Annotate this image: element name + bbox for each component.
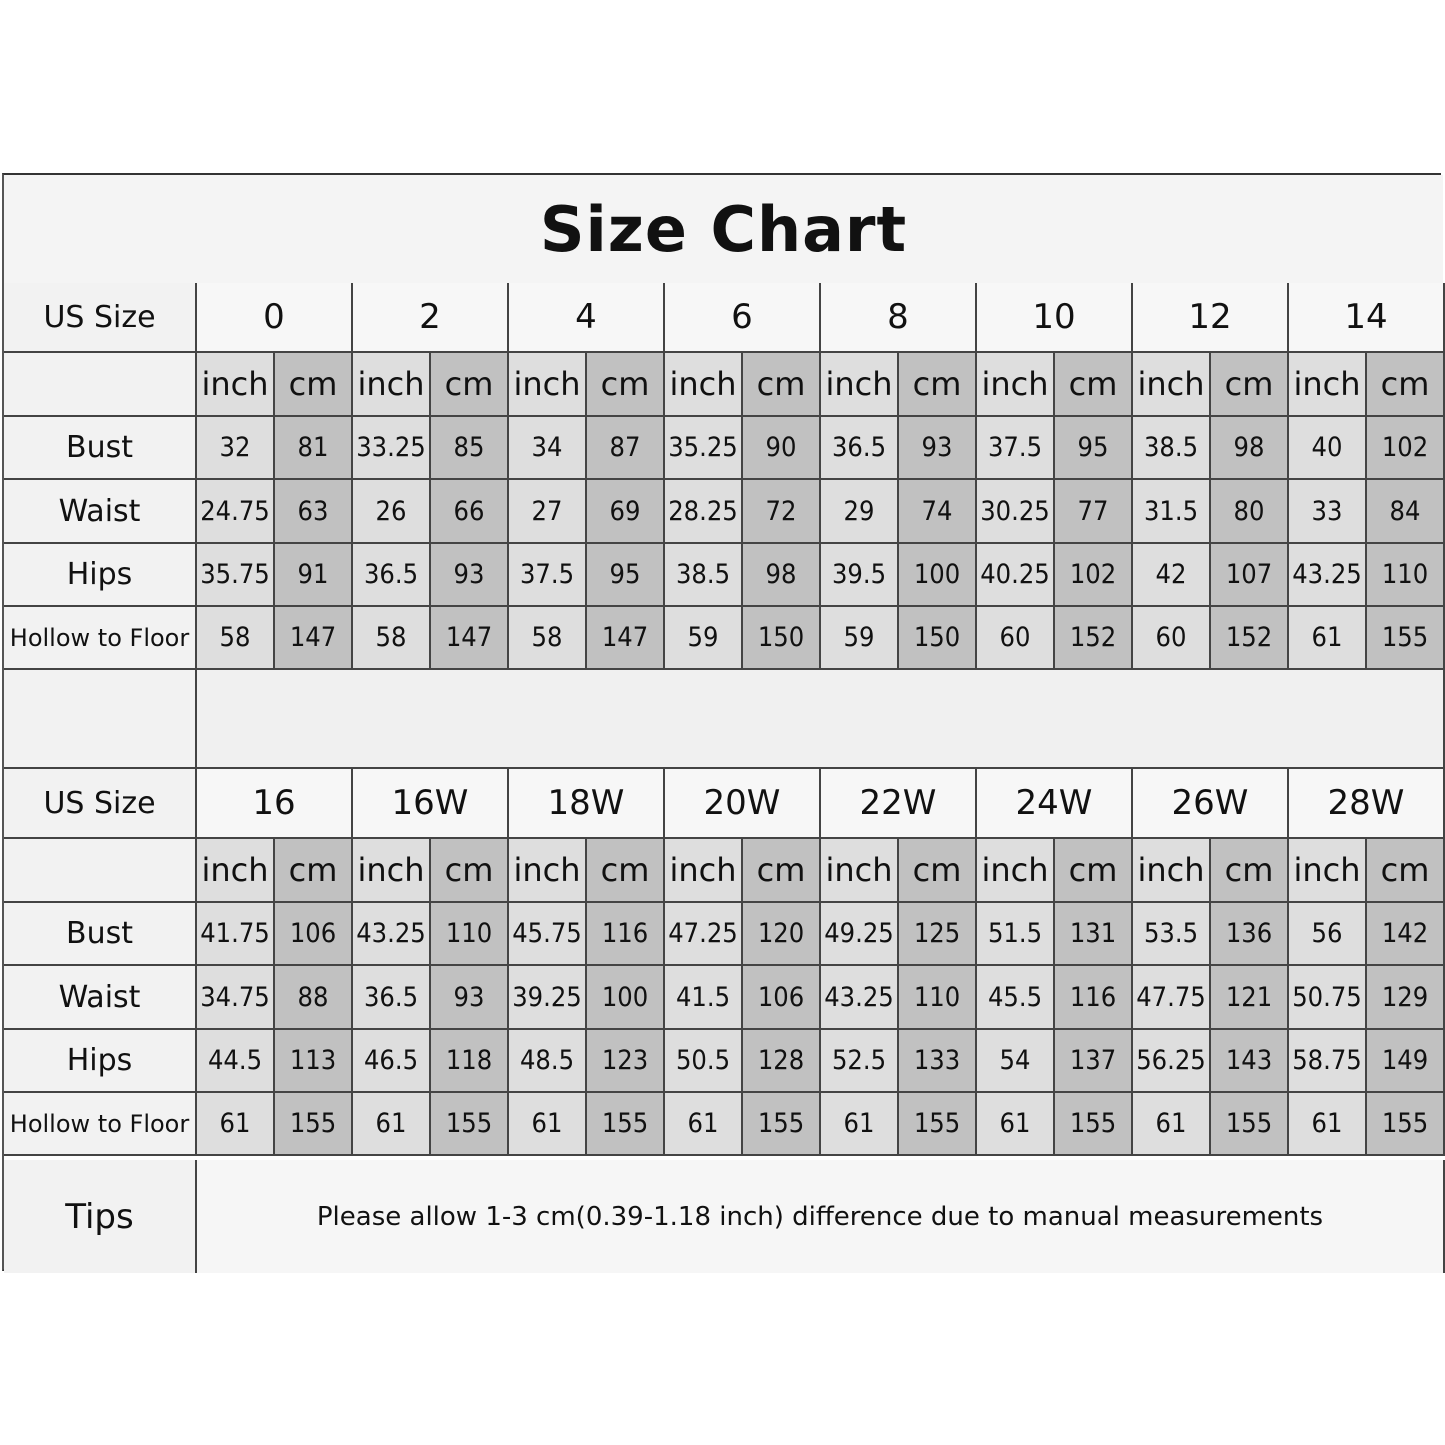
size-header: 16 bbox=[197, 769, 353, 839]
unit-cm-header: cm bbox=[899, 839, 977, 903]
hollow-inch-value: 60 bbox=[977, 607, 1055, 670]
tips-label: Tips bbox=[4, 1160, 197, 1273]
size-header: 28W bbox=[1289, 769, 1445, 839]
hollow-inch-value: 61 bbox=[977, 1093, 1055, 1156]
bust-cm-value: 125 bbox=[899, 903, 977, 966]
bust-cm-value: 106 bbox=[275, 903, 353, 966]
hollow-inch-value: 58 bbox=[353, 607, 431, 670]
hollow-cm-value: 152 bbox=[1211, 607, 1289, 670]
bust-cm-value: 116 bbox=[587, 903, 665, 966]
unit-cm-header: cm bbox=[275, 353, 353, 417]
hips-inch-value: 58.75 bbox=[1289, 1030, 1367, 1093]
waist-inch-value: 34.75 bbox=[197, 966, 275, 1030]
waist-cm-value: 116 bbox=[1055, 966, 1133, 1030]
hollow-cm-value: 147 bbox=[275, 607, 353, 670]
hollow-inch-value: 59 bbox=[821, 607, 899, 670]
waist-cm-value: 100 bbox=[587, 966, 665, 1030]
hips-cm-value: 113 bbox=[275, 1030, 353, 1093]
hollow-inch-value: 58 bbox=[197, 607, 275, 670]
unit-inch-header: inch bbox=[509, 839, 587, 903]
hollow-cm-value: 150 bbox=[743, 607, 821, 670]
us-size-label: US Size bbox=[4, 769, 197, 839]
unit-cm-header: cm bbox=[1211, 353, 1289, 417]
hips-inch-value: 36.5 bbox=[353, 544, 431, 607]
hollow-inch-value: 61 bbox=[1289, 1093, 1367, 1156]
hollow-inch-value: 61 bbox=[197, 1093, 275, 1156]
bust-cm-value: 110 bbox=[431, 903, 509, 966]
unit-inch-header: inch bbox=[821, 839, 899, 903]
bust-cm-value: 95 bbox=[1055, 417, 1133, 480]
hips-inch-value: 52.5 bbox=[821, 1030, 899, 1093]
size-header: 22W bbox=[821, 769, 977, 839]
unit-inch-header: inch bbox=[1289, 353, 1367, 417]
chart-title: Size Chart bbox=[4, 175, 1443, 285]
bust-inch-value: 41.75 bbox=[197, 903, 275, 966]
unit-inch-header: inch bbox=[197, 353, 275, 417]
hips-inch-value: 42 bbox=[1133, 544, 1211, 607]
hips-cm-value: 98 bbox=[743, 544, 821, 607]
unit-cm-header: cm bbox=[1211, 839, 1289, 903]
hollow-cm-value: 152 bbox=[1055, 607, 1133, 670]
unit-inch-header: inch bbox=[665, 353, 743, 417]
hips-inch-value: 56.25 bbox=[1133, 1030, 1211, 1093]
waist-inch-value: 47.75 bbox=[1133, 966, 1211, 1030]
waist-cm-value: 77 bbox=[1055, 480, 1133, 544]
bust-inch-value: 56 bbox=[1289, 903, 1367, 966]
hips-inch-value: 39.5 bbox=[821, 544, 899, 607]
bust-cm-value: 87 bbox=[587, 417, 665, 480]
bust-cm-value: 142 bbox=[1367, 903, 1445, 966]
hips-inch-value: 46.5 bbox=[353, 1030, 431, 1093]
hollow-to-floor-label: Hollow to Floor bbox=[4, 607, 197, 670]
waist-cm-value: 121 bbox=[1211, 966, 1289, 1030]
hips-inch-value: 40.25 bbox=[977, 544, 1055, 607]
hollow-to-floor-label: Hollow to Floor bbox=[4, 1093, 197, 1156]
waist-cm-value: 66 bbox=[431, 480, 509, 544]
unit-cm-header: cm bbox=[1367, 839, 1445, 903]
unit-inch-header: inch bbox=[197, 839, 275, 903]
waist-inch-value: 31.5 bbox=[1133, 480, 1211, 544]
unit-cm-header: cm bbox=[743, 839, 821, 903]
hollow-inch-value: 58 bbox=[509, 607, 587, 670]
size-header: 20W bbox=[665, 769, 821, 839]
unit-row-label bbox=[4, 839, 197, 903]
bust-inch-value: 32 bbox=[197, 417, 275, 480]
unit-cm-header: cm bbox=[431, 353, 509, 417]
hollow-cm-value: 155 bbox=[1367, 1093, 1445, 1156]
bust-inch-value: 45.75 bbox=[509, 903, 587, 966]
waist-cm-value: 88 bbox=[275, 966, 353, 1030]
hips-cm-value: 102 bbox=[1055, 544, 1133, 607]
hollow-inch-value: 61 bbox=[665, 1093, 743, 1156]
us-size-label: US Size bbox=[4, 283, 197, 353]
hollow-inch-value: 61 bbox=[1289, 607, 1367, 670]
unit-inch-header: inch bbox=[1289, 839, 1367, 903]
waist-cm-value: 106 bbox=[743, 966, 821, 1030]
hips-cm-value: 133 bbox=[899, 1030, 977, 1093]
waist-inch-value: 45.5 bbox=[977, 966, 1055, 1030]
waist-inch-value: 41.5 bbox=[665, 966, 743, 1030]
hips-inch-value: 43.25 bbox=[1289, 544, 1367, 607]
unit-cm-header: cm bbox=[899, 353, 977, 417]
hollow-inch-value: 61 bbox=[821, 1093, 899, 1156]
unit-inch-header: inch bbox=[353, 839, 431, 903]
hips-cm-value: 118 bbox=[431, 1030, 509, 1093]
hollow-cm-value: 155 bbox=[1367, 607, 1445, 670]
bust-inch-value: 36.5 bbox=[821, 417, 899, 480]
hollow-cm-value: 155 bbox=[1211, 1093, 1289, 1156]
hips-inch-value: 54 bbox=[977, 1030, 1055, 1093]
size-header: 8 bbox=[821, 283, 977, 353]
hips-inch-value: 38.5 bbox=[665, 544, 743, 607]
waist-cm-value: 80 bbox=[1211, 480, 1289, 544]
hips-cm-value: 100 bbox=[899, 544, 977, 607]
size-header: 14 bbox=[1289, 283, 1445, 353]
bust-inch-value: 49.25 bbox=[821, 903, 899, 966]
unit-cm-header: cm bbox=[431, 839, 509, 903]
unit-cm-header: cm bbox=[587, 839, 665, 903]
unit-inch-header: inch bbox=[665, 839, 743, 903]
unit-inch-header: inch bbox=[1133, 353, 1211, 417]
size-chart bbox=[2, 173, 1441, 1271]
bust-inch-value: 51.5 bbox=[977, 903, 1055, 966]
hollow-cm-value: 147 bbox=[431, 607, 509, 670]
hollow-inch-value: 60 bbox=[1133, 607, 1211, 670]
bust-label: Bust bbox=[4, 417, 197, 480]
bust-inch-value: 53.5 bbox=[1133, 903, 1211, 966]
hollow-inch-value: 59 bbox=[665, 607, 743, 670]
hollow-cm-value: 155 bbox=[743, 1093, 821, 1156]
tips-text: Please allow 1-3 cm(0.39-1.18 inch) difference due to manual measurements bbox=[197, 1160, 1445, 1273]
hollow-cm-value: 147 bbox=[587, 607, 665, 670]
unit-row-label bbox=[4, 353, 197, 417]
waist-inch-value: 26 bbox=[353, 480, 431, 544]
size-header: 24W bbox=[977, 769, 1133, 839]
waist-cm-value: 74 bbox=[899, 480, 977, 544]
unit-cm-header: cm bbox=[1055, 839, 1133, 903]
waist-inch-value: 27 bbox=[509, 480, 587, 544]
hollow-inch-value: 61 bbox=[509, 1093, 587, 1156]
waist-label: Waist bbox=[4, 966, 197, 1030]
spacer-label bbox=[4, 670, 197, 769]
waist-inch-value: 39.25 bbox=[509, 966, 587, 1030]
bust-inch-value: 35.25 bbox=[665, 417, 743, 480]
hips-cm-value: 91 bbox=[275, 544, 353, 607]
bust-inch-value: 43.25 bbox=[353, 903, 431, 966]
waist-cm-value: 72 bbox=[743, 480, 821, 544]
bust-inch-value: 34 bbox=[509, 417, 587, 480]
waist-inch-value: 50.75 bbox=[1289, 966, 1367, 1030]
hollow-inch-value: 61 bbox=[353, 1093, 431, 1156]
waist-inch-value: 33 bbox=[1289, 480, 1367, 544]
hips-cm-value: 110 bbox=[1367, 544, 1445, 607]
waist-inch-value: 24.75 bbox=[197, 480, 275, 544]
bust-cm-value: 81 bbox=[275, 417, 353, 480]
waist-inch-value: 29 bbox=[821, 480, 899, 544]
hips-cm-value: 123 bbox=[587, 1030, 665, 1093]
waist-inch-value: 43.25 bbox=[821, 966, 899, 1030]
waist-cm-value: 63 bbox=[275, 480, 353, 544]
size-header: 16W bbox=[353, 769, 509, 839]
size-header: 6 bbox=[665, 283, 821, 353]
hips-cm-value: 93 bbox=[431, 544, 509, 607]
unit-cm-header: cm bbox=[1367, 353, 1445, 417]
hips-label: Hips bbox=[4, 1030, 197, 1093]
size-header: 26W bbox=[1133, 769, 1289, 839]
bust-cm-value: 120 bbox=[743, 903, 821, 966]
waist-cm-value: 69 bbox=[587, 480, 665, 544]
bust-cm-value: 102 bbox=[1367, 417, 1445, 480]
size-header: 0 bbox=[197, 283, 353, 353]
size-header: 18W bbox=[509, 769, 665, 839]
bust-cm-value: 90 bbox=[743, 417, 821, 480]
hollow-cm-value: 155 bbox=[1055, 1093, 1133, 1156]
unit-cm-header: cm bbox=[743, 353, 821, 417]
hips-inch-value: 44.5 bbox=[197, 1030, 275, 1093]
unit-inch-header: inch bbox=[353, 353, 431, 417]
unit-inch-header: inch bbox=[977, 839, 1055, 903]
hips-inch-value: 37.5 bbox=[509, 544, 587, 607]
bust-cm-value: 131 bbox=[1055, 903, 1133, 966]
hips-cm-value: 107 bbox=[1211, 544, 1289, 607]
hollow-cm-value: 155 bbox=[899, 1093, 977, 1156]
hips-inch-value: 35.75 bbox=[197, 544, 275, 607]
bust-cm-value: 93 bbox=[899, 417, 977, 480]
hips-cm-value: 137 bbox=[1055, 1030, 1133, 1093]
size-header: 4 bbox=[509, 283, 665, 353]
waist-inch-value: 36.5 bbox=[353, 966, 431, 1030]
hollow-cm-value: 150 bbox=[899, 607, 977, 670]
unit-inch-header: inch bbox=[509, 353, 587, 417]
unit-cm-header: cm bbox=[587, 353, 665, 417]
bust-cm-value: 136 bbox=[1211, 903, 1289, 966]
waist-cm-value: 93 bbox=[431, 966, 509, 1030]
unit-cm-header: cm bbox=[275, 839, 353, 903]
bust-label: Bust bbox=[4, 903, 197, 966]
hips-inch-value: 48.5 bbox=[509, 1030, 587, 1093]
hollow-cm-value: 155 bbox=[587, 1093, 665, 1156]
waist-label: Waist bbox=[4, 480, 197, 544]
waist-inch-value: 30.25 bbox=[977, 480, 1055, 544]
waist-inch-value: 28.25 bbox=[665, 480, 743, 544]
hollow-cm-value: 155 bbox=[431, 1093, 509, 1156]
hips-cm-value: 128 bbox=[743, 1030, 821, 1093]
size-header: 12 bbox=[1133, 283, 1289, 353]
hollow-cm-value: 155 bbox=[275, 1093, 353, 1156]
bust-inch-value: 38.5 bbox=[1133, 417, 1211, 480]
unit-inch-header: inch bbox=[1133, 839, 1211, 903]
unit-inch-header: inch bbox=[977, 353, 1055, 417]
hips-cm-value: 143 bbox=[1211, 1030, 1289, 1093]
hips-label: Hips bbox=[4, 544, 197, 607]
hips-cm-value: 149 bbox=[1367, 1030, 1445, 1093]
waist-cm-value: 110 bbox=[899, 966, 977, 1030]
bust-inch-value: 40 bbox=[1289, 417, 1367, 480]
waist-cm-value: 84 bbox=[1367, 480, 1445, 544]
hips-cm-value: 95 bbox=[587, 544, 665, 607]
unit-cm-header: cm bbox=[1055, 353, 1133, 417]
bust-cm-value: 85 bbox=[431, 417, 509, 480]
hips-inch-value: 50.5 bbox=[665, 1030, 743, 1093]
spacer-row bbox=[197, 670, 1445, 769]
bust-inch-value: 37.5 bbox=[977, 417, 1055, 480]
bust-inch-value: 47.25 bbox=[665, 903, 743, 966]
size-header: 10 bbox=[977, 283, 1133, 353]
bust-cm-value: 98 bbox=[1211, 417, 1289, 480]
hollow-inch-value: 61 bbox=[1133, 1093, 1211, 1156]
waist-cm-value: 129 bbox=[1367, 966, 1445, 1030]
bust-inch-value: 33.25 bbox=[353, 417, 431, 480]
size-header: 2 bbox=[353, 283, 509, 353]
unit-inch-header: inch bbox=[821, 353, 899, 417]
